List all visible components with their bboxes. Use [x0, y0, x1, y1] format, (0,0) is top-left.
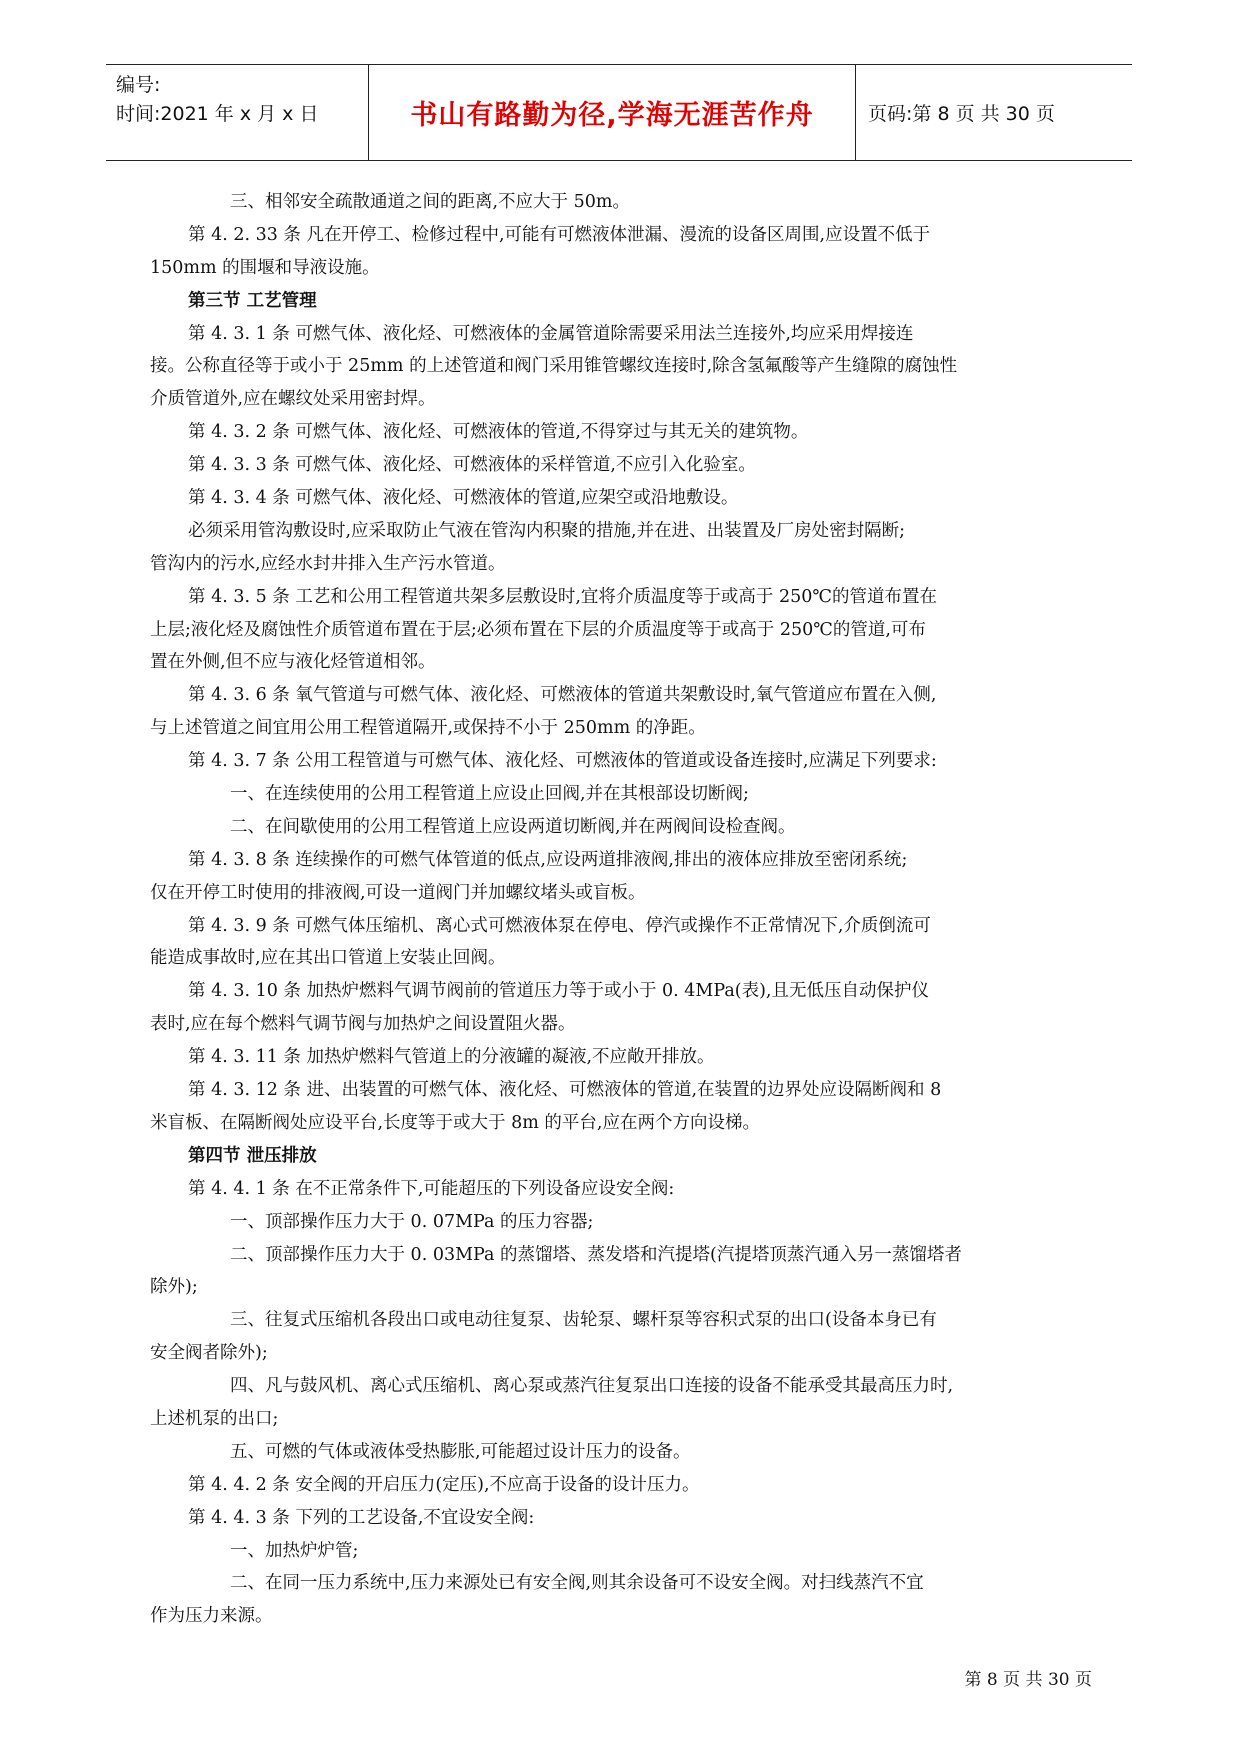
- section-heading: 第四节 泄压排放: [188, 1145, 317, 1166]
- document-number-label: 编号:: [116, 74, 161, 96]
- paragraph-line: 置在外侧,但不应与液化烃管道相邻。: [150, 652, 436, 673]
- paragraph-line: 仅在开停工时使用的排液阀,可设一道阀门并加螺纹堵头或盲板。: [150, 882, 646, 903]
- paragraph-line: 上述机泵的出口;: [150, 1408, 279, 1429]
- paragraph-line: 能造成事故时,应在其出口管道上安装止回阀。: [150, 948, 506, 969]
- page-footer: 第 8 页 共 30 页: [964, 1670, 1092, 1690]
- paragraph-line: 第 4. 2. 33 条 凡在开停工、检修过程中,可能有可燃液体泄漏、漫流的设备区周围,应设置不低于: [188, 224, 931, 245]
- paragraph-line: 第 4. 3. 7 条 公用工程管道与可燃气体、液化烃、可燃液体的管道或设备连接时,应满足下列要求:: [188, 751, 937, 772]
- paragraph-line: 第 4. 4. 3 条 下列的工艺设备,不宜设安全阀:: [188, 1507, 535, 1528]
- paragraph-line: 三、相邻安全疏散通道之间的距离,不应大于 50m。: [230, 192, 630, 212]
- document-time-label: 时间:2021 年 x 月 x 日: [116, 103, 319, 125]
- paragraph-line: 除外);: [150, 1277, 198, 1298]
- document-body: [150, 186, 1092, 1633]
- paragraph-line: 一、在连续使用的公用工程管道上应设止回阀,并在其根部设切断阀;: [230, 784, 749, 805]
- paragraph-line: 第 4. 3. 12 条 进、出装置的可燃气体、液化烃、可燃液体的管道,在装置的边界处应设隔断阀和 8: [188, 1080, 942, 1101]
- paragraph-line: 管沟内的污水,应经水封井排入生产污水管道。: [150, 553, 506, 574]
- header-page-info: 页码:第 8 页 共 30 页: [868, 103, 1055, 125]
- paragraph-line: 四、凡与鼓风机、离心式压缩机、离心泵或蒸汽往复泵出口连接的设备不能承受其最高压力时,: [230, 1376, 954, 1397]
- paragraph-line: 必须采用管沟敷设时,应采取防止气液在管沟内积聚的措施,并在进、出装置及厂房处密封隔断;: [188, 520, 906, 541]
- document-header: [106, 64, 1132, 161]
- header-meta: [106, 65, 368, 160]
- paragraph-line: 第 4. 3. 10 条 加热炉燃料气调节阀前的管道压力等于或小于 0. 4MPa(表),且无低压自动保护仪: [188, 981, 929, 1002]
- paragraph-line: 二、在间歇使用的公用工程管道上应设两道切断阀,并在两阀间设检查阀。: [230, 816, 796, 837]
- header-slogan: 书山有路勤为径,学海无涯苦作舟: [368, 65, 856, 160]
- paragraph-line: 二、顶部操作压力大于 0. 03MPa 的蒸馏塔、蒸发塔和汽提塔(汽提塔顶蒸汽通入另一蒸馏塔者: [230, 1244, 962, 1265]
- paragraph-line: 150mm 的围堰和导液设施。: [150, 257, 380, 278]
- paragraph-line: 第 4. 3. 4 条 可燃气体、液化烃、可燃液体的管道,应架空或沿地敷设。: [188, 488, 739, 509]
- paragraph-line: 第 4. 3. 8 条 连续操作的可燃气体管道的低点,应设两道排液阀,排出的液体应排放至密闭系统;: [188, 849, 908, 870]
- paragraph-line: 第 4. 4. 1 条 在不正常条件下,可能超压的下列设备应设安全阀:: [188, 1178, 675, 1199]
- paragraph-line: 三、往复式压缩机各段出口或电动往复泵、齿轮泵、螺杆泵等容积式泵的出口(设备本身已有: [230, 1310, 937, 1331]
- paragraph-line: 安全阀者除外);: [150, 1343, 268, 1364]
- paragraph-line: 米盲板、在隔断阀处应设平台,长度等于或大于 8m 的平台,应在两个方向设梯。: [150, 1112, 760, 1133]
- paragraph-line: 接。公称直径等于或小于 25mm 的上述管道和阀门采用锥管螺纹连接时,除含氢氟酸等产生缝隙的腐蚀性: [150, 356, 958, 377]
- paragraph-line: 五、可燃的气体或液体受热膨胀,可能超过设计压力的设备。: [230, 1441, 691, 1462]
- paragraph-line: 表时,应在每个燃料气调节阀与加热炉之间设置阻火器。: [150, 1014, 576, 1035]
- paragraph-line: 介质管道外,应在螺纹处采用密封焊。: [150, 389, 436, 410]
- paragraph-line: 一、顶部操作压力大于 0. 07MPa 的压力容器;: [230, 1211, 594, 1232]
- paragraph-line: 二、在同一压力系统中,压力来源处已有安全阀,则其余设备可不设安全阀。对扫线蒸汽不宜: [230, 1573, 924, 1594]
- paragraph-line: 第 4. 3. 5 条 工艺和公用工程管道共架多层敷设时,宜将介质温度等于或高于 250℃的管道布置在: [188, 586, 937, 607]
- paragraph-line: 一、加热炉炉管;: [230, 1540, 359, 1561]
- paragraph-line: 作为压力来源。: [150, 1606, 273, 1627]
- paragraph-line: 第 4. 3. 6 条 氧气管道与可燃气体、液化烃、可燃液体的管道共架敷设时,氧气管道应布置在入侧,: [188, 685, 937, 706]
- paragraph-line: 第 4. 4. 2 条 安全阀的开启压力(定压),不应高于设备的设计压力。: [188, 1474, 700, 1495]
- paragraph-line: 上层;液化烃及腐蚀性介质管道布置在于层;必须布置在下层的介质温度等于或高于 250℃的管道,可布: [150, 619, 926, 640]
- paragraph-line: 第 4. 3. 3 条 可燃气体、液化烃、可燃液体的采样管道,不应引入化验室。: [188, 455, 756, 476]
- paragraph-line: 第 4. 3. 2 条 可燃气体、液化烃、可燃液体的管道,不得穿过与其无关的建筑物。: [188, 422, 809, 443]
- paragraph-line: 与上述管道之间宜用公用工程管道隔开,或保持不小于 250mm 的净距。: [150, 718, 706, 739]
- paragraph-line: 第 4. 3. 11 条 加热炉燃料气管道上的分液罐的凝液,不应敞开排放。: [188, 1047, 715, 1068]
- section-heading: 第三节 工艺管理: [188, 290, 317, 311]
- paragraph-line: 第 4. 3. 1 条 可燃气体、液化烃、可燃液体的金属管道除需要采用法兰连接外,均应采用焊接连: [188, 323, 914, 344]
- paragraph-line: 第 4. 3. 9 条 可燃气体压缩机、离心式可燃液体泵在停电、停汽或操作不正常情况下,介质倒流可: [188, 915, 931, 936]
